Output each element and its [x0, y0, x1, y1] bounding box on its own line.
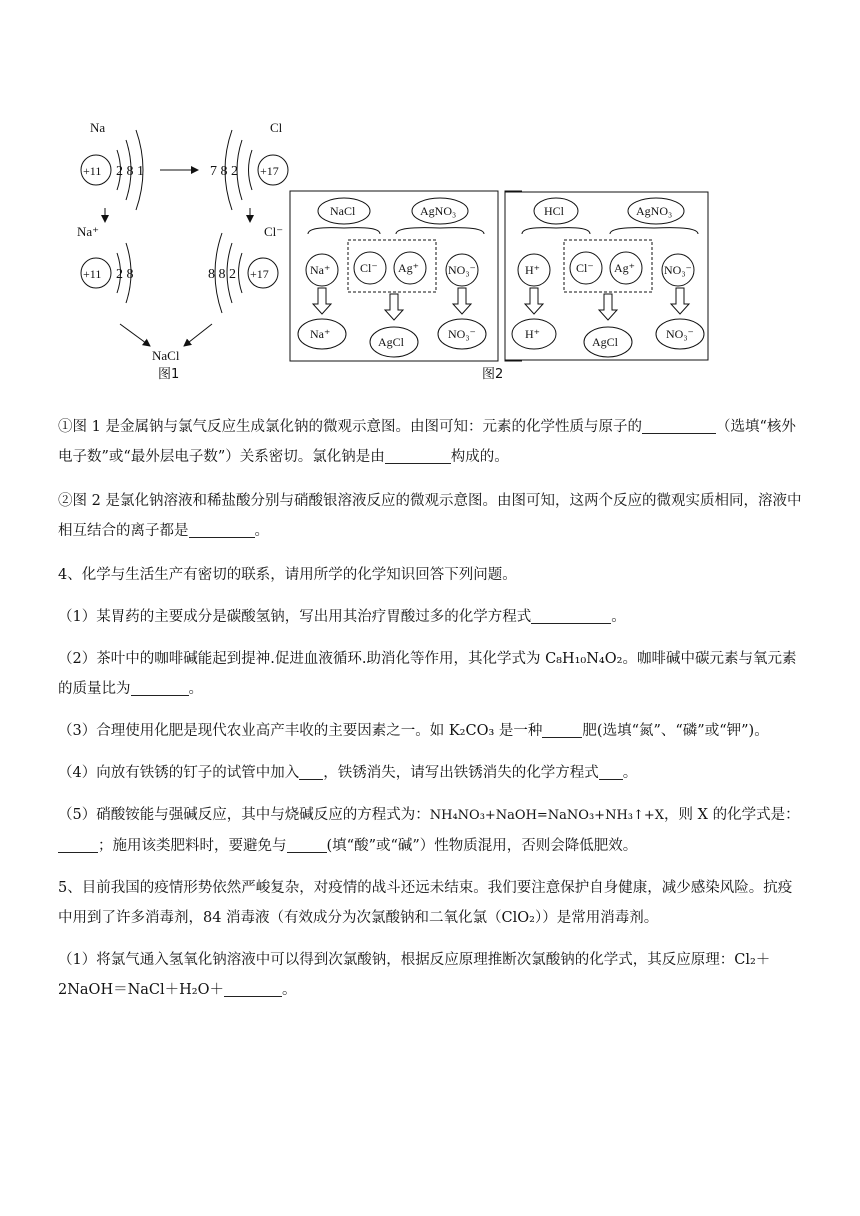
- ammonium-nitrate-equation: NH₄NO₃+NaOH=NaNO₃+NH₃↑+X: [429, 808, 665, 823]
- panel1-out1: Na⁺: [310, 327, 331, 341]
- answer-blank[interactable]: [287, 836, 327, 853]
- answer-blank[interactable]: [642, 417, 716, 434]
- cl-ion-to-nacl-arrow: [184, 324, 212, 346]
- panel1-reactant1: NaCl: [330, 204, 356, 218]
- q4-5-text-d: (填“酸”或“碱”）性物质混用，否则会降低肥效。: [326, 838, 638, 854]
- cl-ion-label: Cl⁻: [264, 224, 284, 239]
- panel2-out3: NO₃⁻: [666, 327, 694, 341]
- cl-electron-shells: 7 8 2: [210, 164, 238, 179]
- panel1-ion1: Na⁺: [310, 263, 331, 277]
- q5-1-text-b: 。: [282, 982, 297, 998]
- q4-4-text-a: （4）向放有铁锈的钉子的试管中加入: [58, 765, 300, 781]
- question-4-1: [58, 602, 806, 632]
- answer-blank[interactable]: [58, 836, 98, 853]
- answer-blank[interactable]: [599, 763, 623, 780]
- paragraph-2: [58, 486, 806, 546]
- na-electron-shells: 2 8 1: [116, 164, 144, 179]
- panel2-hollow-arrows: [525, 288, 689, 320]
- panel1-out3: NO₃⁻: [448, 327, 476, 341]
- na-ion-shells: 2 8: [116, 267, 134, 282]
- cl-ion-charge: +17: [250, 267, 269, 281]
- na-nucleus-charge: +11: [83, 164, 102, 178]
- question-5-1: [58, 945, 806, 1005]
- figure-2-panel-hcl-svg: [504, 191, 710, 363]
- q4-3-text-c: 肥(选填“氮”、“磷”或“钾”)。: [582, 723, 769, 739]
- question-content: [58, 412, 806, 1017]
- panel2-ion1: H⁺: [525, 263, 540, 277]
- p2-text-b: 。: [254, 523, 269, 539]
- p2-text-a: ②图 2 是氯化钠溶液和稀盐酸分别与硝酸银溶液反应的微观示意图。由图可知，这两个反应的微观实质相同，溶液中相互结合的离子都是: [58, 493, 802, 539]
- panel1-ion4: NO₃⁻: [448, 263, 476, 277]
- answer-blank[interactable]: [531, 607, 611, 624]
- nacl-product: NaCl: [152, 348, 180, 363]
- na-ion-to-nacl-arrow: [120, 324, 150, 346]
- panel2-reactant2: AgNO₃: [636, 204, 673, 218]
- figure-2-caption: 图2: [482, 367, 504, 382]
- figure-1-caption: 图1: [158, 367, 180, 382]
- panel2-ion4: NO₃⁻: [664, 263, 692, 277]
- panel1-reactant2: AgNO₃: [420, 204, 457, 218]
- chemistry-figure: [72, 112, 522, 392]
- na-ion-charge: +11: [83, 267, 102, 281]
- cl-atom-label: Cl: [270, 120, 283, 135]
- panel1-hollow-arrows: [313, 288, 471, 320]
- figure-1: [77, 120, 288, 382]
- question-5-heading: 5、目前我国的疫情形势依然严峻复杂，对疫情的战斗还远未结束。我们要注意保护自身健康，减少感染风险。抗疫中用到了许多消毒剂，84 消毒液（有效成分为次氯酸钠和二氧化氯（ClO₂））是常用消毒剂。: [58, 880, 793, 926]
- question-4-2: [58, 644, 806, 704]
- q4-3-text-b: 是一种: [494, 723, 543, 739]
- question-4-3: [58, 716, 806, 746]
- k2co3-formula: K₂CO₃: [448, 723, 495, 739]
- panel2-out2: AgCl: [592, 335, 619, 349]
- q4-1-text-a: （1）某胃药的主要成分是碳酸氢钠，写出用其治疗胃酸过多的化学方程式: [58, 609, 532, 625]
- cl-ion-shells: 8 8 2: [208, 267, 236, 282]
- q4-3-text-a: （3）合理使用化肥是现代农业高产丰收的主要因素之一。如: [58, 723, 449, 739]
- question-4-heading: 4、化学与生活生产有密切的联系，请用所学的化学知识回答下列问题。: [58, 567, 517, 583]
- q4-2-text-b: 。咖啡碱中碳元素与氧元素的质量比为: [58, 651, 797, 697]
- answer-blank[interactable]: [224, 980, 282, 997]
- q4-5-text-a: （5）硝酸铵能与强碱反应，其中与烧碱反应的方程式为：: [58, 807, 430, 823]
- chlorine-equation: Cl₂＋2NaOH＝NaCl＋H₂O＋: [58, 952, 771, 998]
- p1-text-c: 构成的。: [450, 449, 509, 465]
- answer-blank[interactable]: [542, 721, 582, 738]
- panel1-ion3: Ag⁺: [398, 261, 419, 275]
- answer-blank[interactable]: [131, 679, 189, 696]
- question-4-4: [58, 758, 806, 788]
- answer-blank[interactable]: [299, 763, 323, 780]
- na-atom-label: Na: [90, 120, 106, 135]
- na-ion-label: Na⁺: [77, 224, 100, 239]
- panel2-reactant1: HCl: [544, 204, 565, 218]
- panel2-out1: H⁺: [525, 327, 540, 341]
- figure-2-panel-nacl: [290, 191, 498, 361]
- answer-blank[interactable]: [189, 521, 255, 538]
- q4-4-text-b: ，铁锈消失，请写出铁锈消失的化学方程式: [323, 765, 599, 781]
- p1-text-b: （选填“核外电子数”或“最外层电子数”）关系密切。氯化钠是由: [58, 419, 796, 465]
- panel1-ion2: Cl⁻: [360, 261, 378, 275]
- caffeine-formula: C₈H₁₀N₄O₂: [545, 651, 623, 667]
- q4-5-text-b: ，则 X 的化学式是：: [664, 807, 800, 823]
- paragraph-1: [58, 412, 806, 472]
- q4-5-text-c: ；施用该类肥料时，要避免与: [98, 838, 287, 854]
- panel2-ion2: Cl⁻: [576, 261, 594, 275]
- answer-blank[interactable]: [385, 447, 451, 464]
- question-4-5: [58, 800, 806, 861]
- q4-1-text-b: 。: [611, 609, 626, 625]
- panel1-out2: AgCl: [378, 335, 405, 349]
- q4-2-text-a: （2）茶叶中的咖啡碱能起到提神.促进血液循环.助消化等作用，其化学式为: [58, 651, 546, 667]
- q4-4-text-c: 。: [622, 765, 638, 781]
- q5-1-text-a: （1）将氯气通入氢氧化钠溶液中可以得到次氯酸钠，根据反应原理推断次氯酸钠的化学式，其反应原理：: [58, 952, 735, 968]
- cl-nucleus-charge: +17: [260, 164, 279, 178]
- q4-2-text-c: 。: [188, 681, 203, 697]
- panel2-ion3: Ag⁺: [614, 261, 635, 275]
- p1-text-a: ①图 1 是金属钠与氯气反应生成氯化钠的微观示意图。由图可知：元素的化学性质与原子的: [58, 419, 642, 435]
